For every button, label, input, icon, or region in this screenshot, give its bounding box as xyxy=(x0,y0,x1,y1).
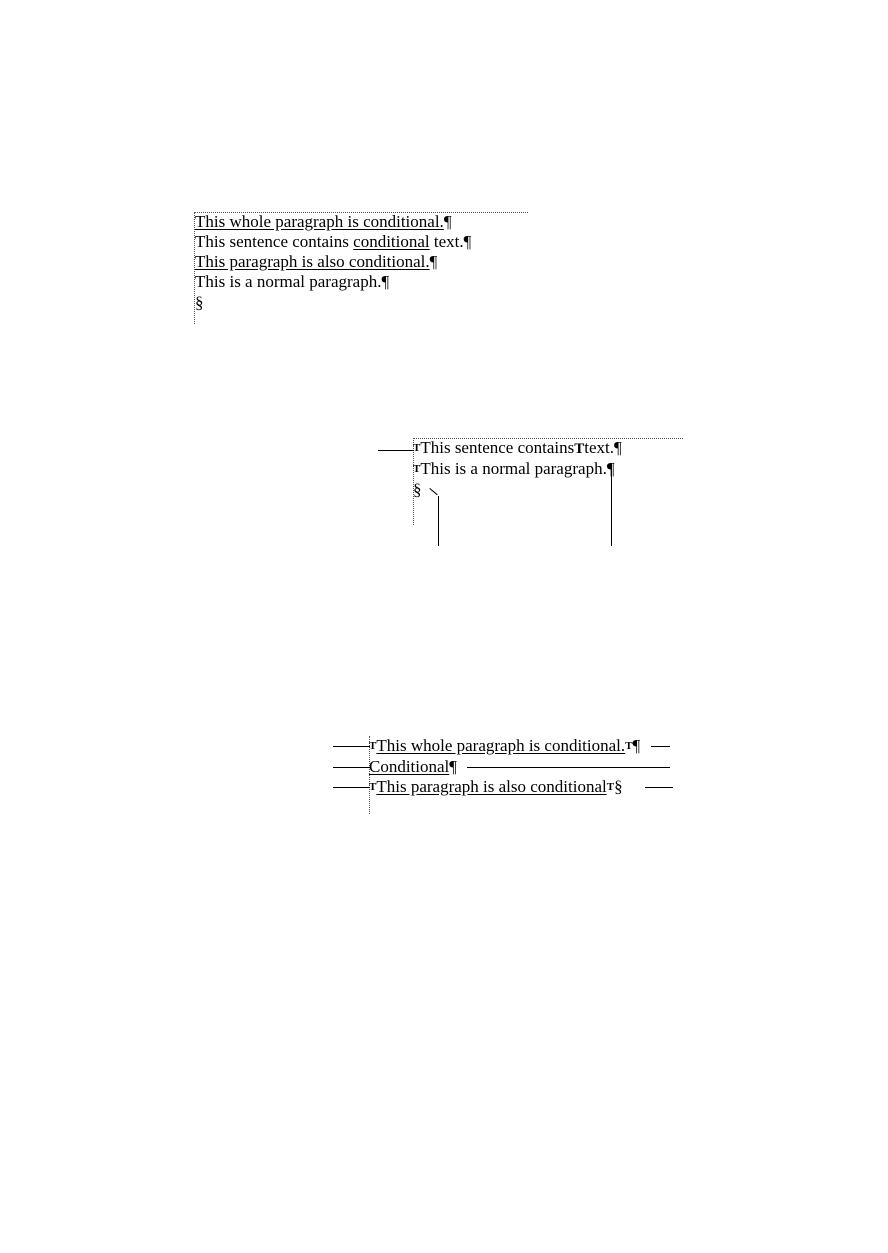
conditional-text: This whole paragraph is conditional. xyxy=(195,212,444,231)
pilcrow-mark: ¶ xyxy=(381,272,390,291)
hidden-conditional-marker: T xyxy=(413,463,421,475)
normal-text: This sentence contains xyxy=(195,232,354,251)
paragraph-line xyxy=(195,212,452,232)
figure-conditional-text-shown xyxy=(194,212,528,324)
hidden-conditional-marker: T xyxy=(413,442,421,454)
paragraph-line xyxy=(413,438,622,459)
pilcrow-mark: ¶ xyxy=(614,438,622,457)
conditional-text: conditional xyxy=(353,232,430,251)
hidden-conditional-marker: T xyxy=(606,781,615,793)
hidden-conditional-marker: T xyxy=(369,740,377,752)
normal-text: text. xyxy=(584,438,615,457)
paragraph-line xyxy=(195,252,437,272)
paragraph-line xyxy=(195,293,204,313)
pilcrow-mark: ¶ xyxy=(606,459,615,478)
pilcrow-mark: ¶ xyxy=(443,212,452,231)
conditional-text: This whole paragraph is conditional. xyxy=(376,736,626,755)
callout-line xyxy=(429,488,437,495)
conditional-text: This paragraph is also conditional xyxy=(376,777,607,796)
pilcrow-mark: ¶ xyxy=(463,232,472,251)
paragraph-line xyxy=(369,757,457,777)
paragraph-line xyxy=(413,480,422,500)
section-end-mark: § xyxy=(195,293,204,312)
hidden-conditional-marker: T xyxy=(369,781,377,793)
callout-line xyxy=(645,787,673,788)
callout-line xyxy=(438,496,439,546)
callout-line xyxy=(333,787,370,788)
figure-conditional-only-shown xyxy=(333,736,678,816)
section-end-mark: § xyxy=(413,480,422,499)
paragraph-line xyxy=(369,777,623,797)
normal-text: This is a normal paragraph. xyxy=(195,272,382,291)
callout-line xyxy=(333,767,370,768)
pilcrow-mark: ¶ xyxy=(429,252,438,271)
paragraph-line xyxy=(195,232,471,252)
callout-line xyxy=(333,746,370,747)
conditional-text: Conditional xyxy=(369,757,450,776)
callout-line xyxy=(651,746,670,747)
hidden-conditional-marker: T xyxy=(574,441,585,457)
hidden-conditional-marker: T xyxy=(625,740,633,752)
paragraph-line xyxy=(195,272,389,292)
normal-text: This sentence contains xyxy=(420,438,575,457)
pilcrow-mark: ¶ xyxy=(632,736,641,755)
conditional-text: This paragraph is also conditional. xyxy=(195,252,430,271)
paragraph-line xyxy=(413,459,615,479)
callout-line xyxy=(378,450,414,451)
section-end-mark: § xyxy=(614,777,623,796)
callout-line xyxy=(467,767,670,768)
figure-conditional-text-hidden xyxy=(378,438,684,548)
normal-text: text. xyxy=(429,232,464,251)
normal-text: This is a normal paragraph. xyxy=(420,459,607,478)
pilcrow-mark: ¶ xyxy=(449,757,457,776)
paragraph-line xyxy=(369,736,640,756)
